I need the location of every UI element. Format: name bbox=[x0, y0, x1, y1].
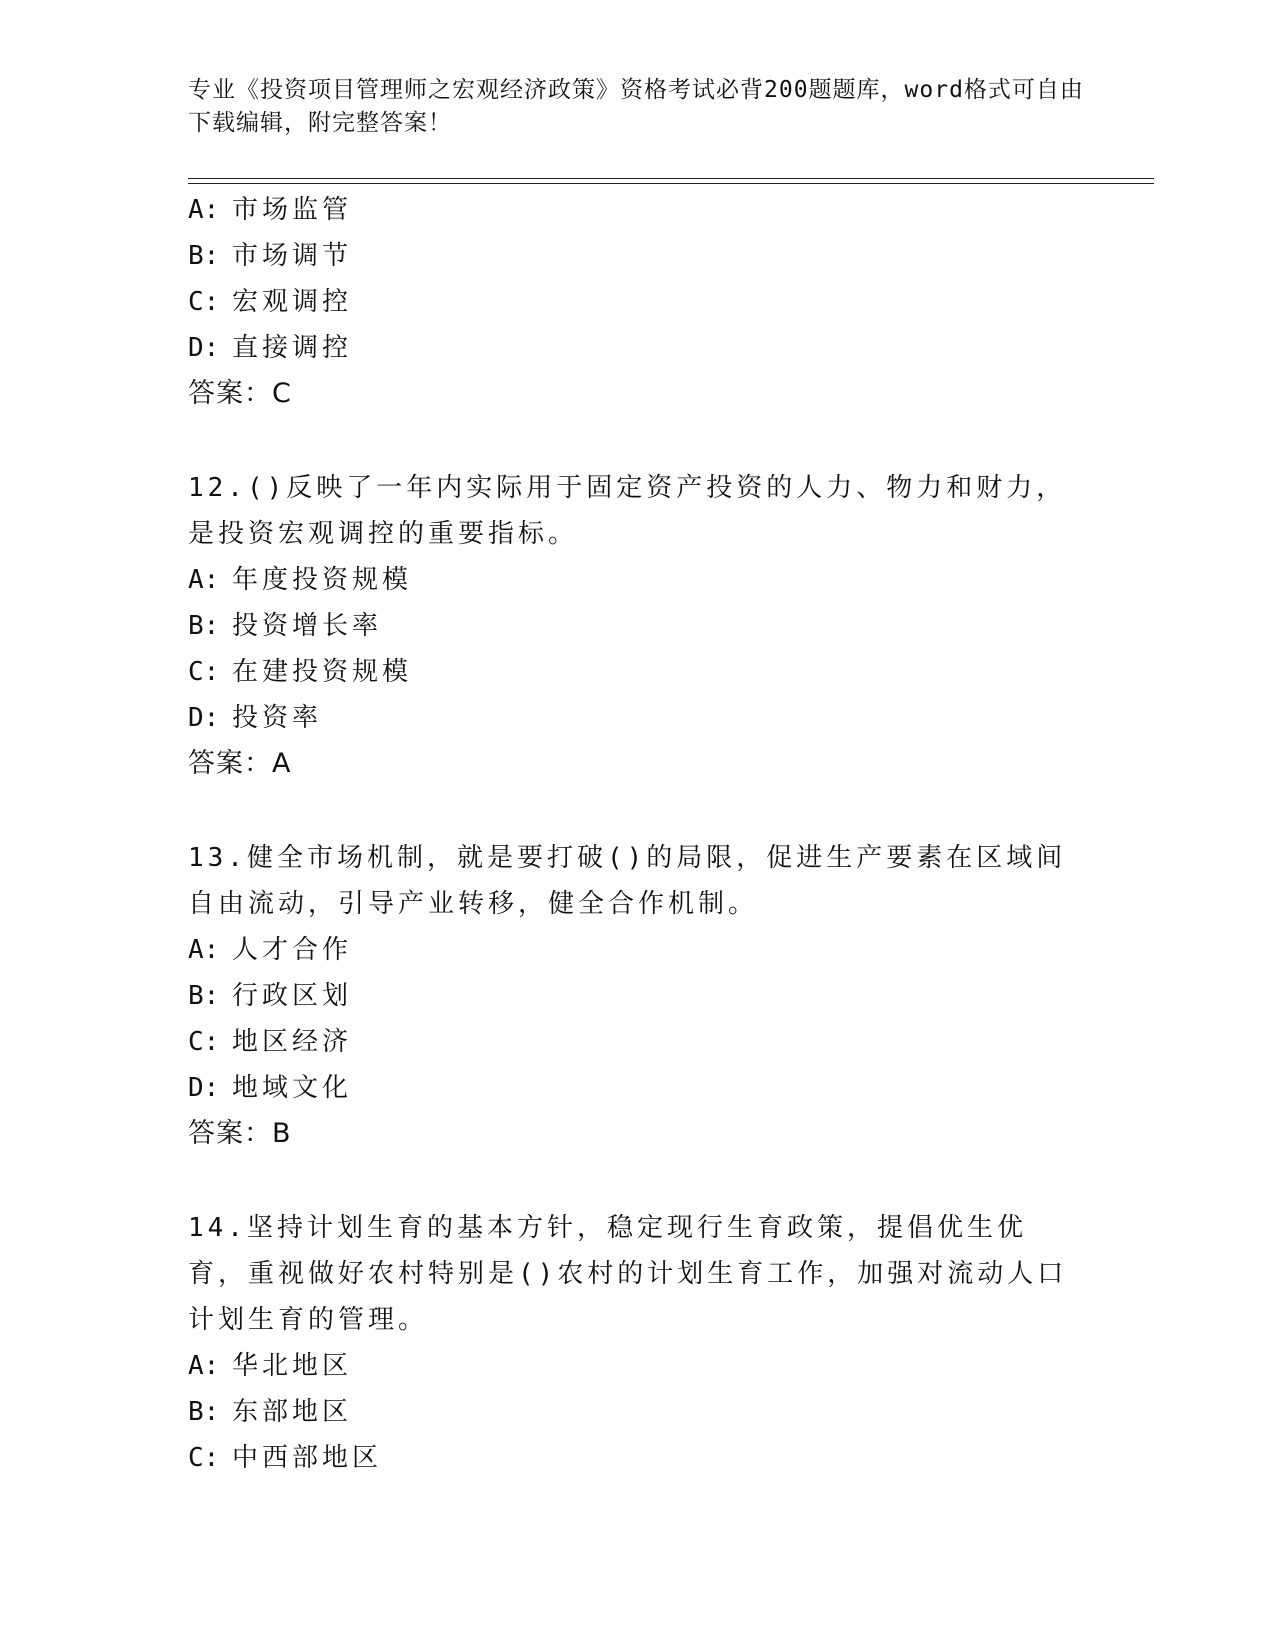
question-14 bbox=[188, 1205, 1088, 1481]
question-text: 13.健全市场机制，就是要打破()的局限，促进生产要素在区域间自由流动，引导产业转移，健全合作机制。 bbox=[188, 843, 1067, 919]
option-label: B: bbox=[188, 1397, 220, 1427]
option-text: 直接调控 bbox=[232, 333, 353, 363]
option-text: 人才合作 bbox=[232, 935, 353, 965]
option-c bbox=[188, 279, 1088, 325]
option-text: 华北地区 bbox=[232, 1351, 353, 1381]
option-b bbox=[188, 973, 1088, 1019]
option-d bbox=[188, 695, 1088, 741]
option-text: 地区经济 bbox=[232, 1027, 353, 1057]
option-text: 东部地区 bbox=[232, 1397, 353, 1427]
answer-line: 答案：C bbox=[188, 378, 292, 409]
answer-line: 答案：A bbox=[188, 748, 292, 779]
option-label: C: bbox=[188, 1027, 220, 1057]
option-b bbox=[188, 603, 1088, 649]
document-body bbox=[188, 187, 1088, 1481]
option-c bbox=[188, 1435, 1088, 1481]
option-label: A: bbox=[188, 195, 220, 225]
question-11 bbox=[188, 187, 1088, 417]
document-header: 专业《投资项目管理师之宏观经济政策》资格考试必背200题题库，word格式可自由下载编辑，附完整答案！ bbox=[188, 77, 1084, 136]
option-text: 投资增长率 bbox=[232, 611, 383, 641]
option-label: A: bbox=[188, 565, 220, 595]
option-c bbox=[188, 1019, 1088, 1065]
option-text: 年度投资规模 bbox=[232, 565, 413, 595]
header-divider-top bbox=[188, 178, 1154, 179]
option-label: D: bbox=[188, 703, 220, 733]
option-text: 市场调节 bbox=[232, 241, 353, 271]
question-13 bbox=[188, 835, 1088, 1157]
option-text: 市场监管 bbox=[232, 195, 353, 225]
option-label: D: bbox=[188, 333, 220, 363]
option-b bbox=[188, 233, 1088, 279]
option-c bbox=[188, 649, 1088, 695]
option-label: A: bbox=[188, 1351, 220, 1381]
option-label: B: bbox=[188, 611, 220, 641]
answer-line: 答案：B bbox=[188, 1118, 292, 1149]
question-text: 12.()反映了一年内实际用于固定资产投资的人力、物力和财力，是投资宏观调控的重要指标。 bbox=[188, 473, 1067, 549]
option-text: 行政区划 bbox=[232, 981, 353, 1011]
option-label: D: bbox=[188, 1073, 220, 1103]
question-12 bbox=[188, 465, 1088, 787]
option-a bbox=[188, 557, 1088, 603]
option-a bbox=[188, 187, 1088, 233]
option-d bbox=[188, 1065, 1088, 1111]
option-label: B: bbox=[188, 241, 220, 271]
option-b bbox=[188, 1389, 1088, 1435]
option-label: B: bbox=[188, 981, 220, 1011]
option-d bbox=[188, 325, 1088, 371]
option-text: 地域文化 bbox=[232, 1073, 353, 1103]
option-label: C: bbox=[188, 657, 220, 687]
option-text: 投资率 bbox=[232, 703, 323, 733]
option-label: A: bbox=[188, 935, 220, 965]
option-label: C: bbox=[188, 287, 220, 317]
option-a bbox=[188, 927, 1088, 973]
option-label: C: bbox=[188, 1443, 220, 1473]
option-text: 宏观调控 bbox=[232, 287, 353, 317]
option-text: 在建投资规模 bbox=[232, 657, 413, 687]
option-text: 中西部地区 bbox=[232, 1443, 383, 1473]
question-text: 14.坚持计划生育的基本方针，稳定现行生育政策，提倡优生优育，重视做好农村特别是()农村的计划生育工作，加强对流动人口计划生育的管理。 bbox=[188, 1213, 1068, 1335]
header-divider-bottom bbox=[188, 183, 1154, 184]
option-a bbox=[188, 1343, 1088, 1389]
